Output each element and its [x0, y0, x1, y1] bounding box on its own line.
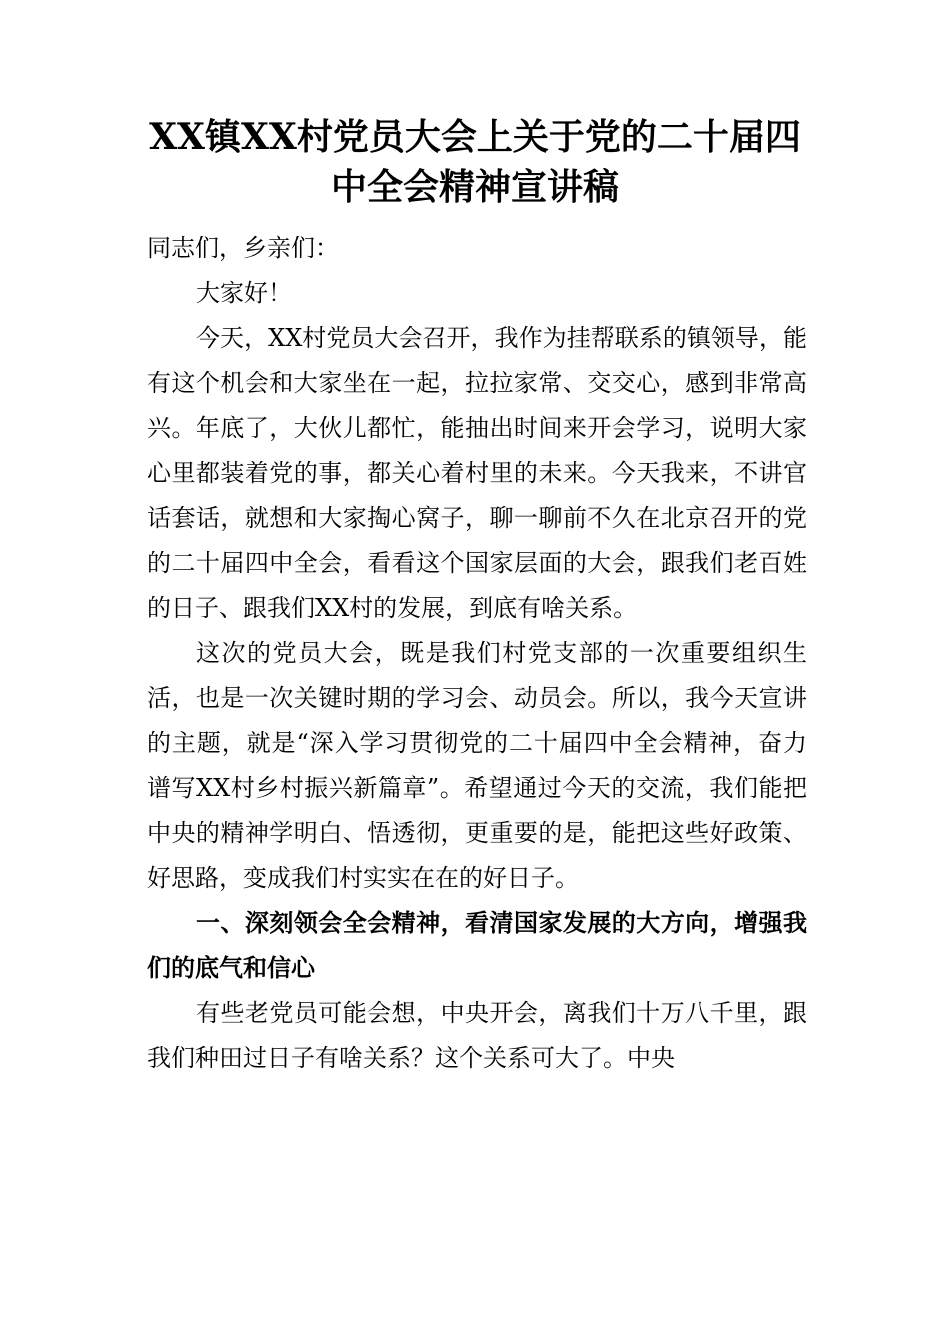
greeting: 大家好！ — [196, 279, 292, 307]
title-line-2: 中全会精神宣讲稿 — [330, 166, 619, 208]
paragraph-theme: 这次的党员大会，既是我们村党支部的一次重要组织生活，也是一次关键时期的学习会、动员会。所以，我今天宣讲的主题，就是“深入学习贯彻党的二十届四中全会精神，奋力谱写XX村乡村振兴新篇章”。希望通过今天的交流，我们能把中央的精神学明白、悟透彻，更重要的是，能把这些好政策、好思路，变成我们村实实在在的好日子。 — [147, 639, 807, 892]
title-line-1: XX镇XX村党员大会上关于党的二十届四 — [149, 116, 801, 158]
paragraph-opening: 今天，XX村党员大会召开，我作为挂帮联系的镇领导，能有这个机会和大家坐在一起，拉拉家常、交交心，感到非常高兴。年底了，大伙儿都忙，能抽出时间来开会学习，说明大家心里都装着党的事，都关心着村里的未来。今天我来，不讲官话套话，就想和大家掏心窝子，聊一聊前不久在北京召开的党的二十届四中全会，看看这个国家层面的大会，跟我们老百姓的日子、跟我们XX村的发展，到底有啥关系。 — [147, 324, 807, 622]
section-heading-1: 一、深刻领会全会精神，看清国家发展的大方向，增强我们的底气和信心 — [147, 909, 807, 982]
document-body — [147, 226, 807, 1081]
salutation: 同志们，乡亲们： — [147, 234, 339, 262]
section-1-paragraph: 有些老党员可能会想，中央开会，离我们十万八千里，跟我们种田过日子有啥关系？这个关系可大了。中央 — [147, 999, 807, 1072]
document-title — [140, 112, 810, 212]
